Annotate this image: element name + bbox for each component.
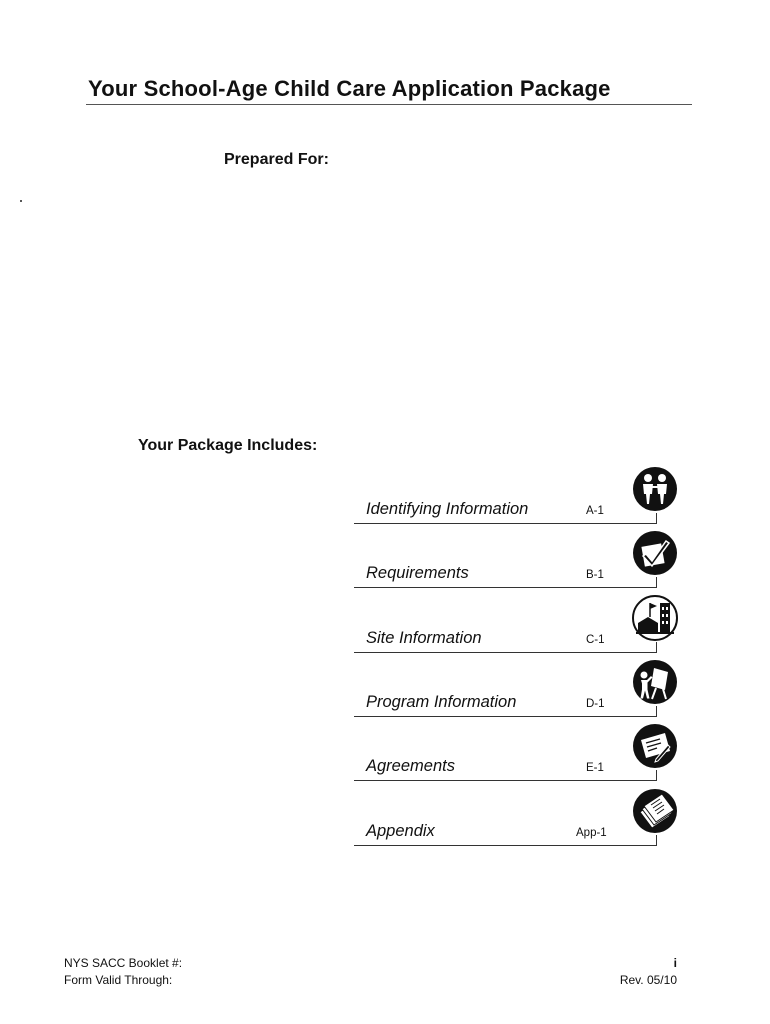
toc-tick	[656, 835, 657, 846]
toc-label: Agreements	[366, 757, 455, 775]
toc-item-requirements[interactable]	[354, 530, 684, 590]
toc-label: Program Information	[366, 693, 517, 711]
prepared-for-label: Prepared For:	[224, 151, 329, 168]
toc-rule	[354, 845, 656, 846]
toc-item-program-information[interactable]	[354, 659, 684, 719]
booklet-number-label: NYS SACC Booklet #:	[64, 956, 183, 970]
scan-speck	[20, 200, 22, 202]
toc-page-number: B-1	[586, 569, 604, 581]
form-valid-through-label: Form Valid Through:	[64, 973, 173, 987]
toc-rule	[354, 716, 656, 717]
stacked-papers-icon	[632, 788, 678, 834]
footer-right	[560, 955, 677, 989]
toc-label: Identifying Information	[366, 500, 529, 518]
teacher-easel-icon	[632, 659, 678, 705]
toc-item-site-information[interactable]	[354, 595, 684, 655]
checkmark-icon	[632, 530, 678, 576]
toc-page-number: E-1	[586, 762, 604, 774]
toc-page-number: A-1	[586, 505, 604, 517]
toc-label: Requirements	[366, 564, 469, 582]
revision-label: Rev. 05/10	[619, 973, 677, 987]
toc-rule	[354, 587, 656, 588]
page-number: i	[673, 956, 677, 970]
toc-item-appendix[interactable]	[354, 788, 684, 848]
toc-tick	[656, 577, 657, 588]
toc-page-number: D-1	[586, 698, 605, 710]
signed-document-icon	[632, 723, 678, 769]
toc-tick	[656, 513, 657, 524]
footer-left	[64, 955, 182, 989]
package-includes-heading: Your Package Includes:	[138, 437, 318, 454]
toc-item-agreements[interactable]	[354, 723, 684, 783]
toc-rule	[354, 780, 656, 781]
toc-item-identifying-information[interactable]	[354, 466, 684, 526]
title-underline	[86, 104, 692, 105]
toc-tick	[656, 706, 657, 717]
toc-rule	[354, 652, 656, 653]
toc-label: Site Information	[366, 629, 482, 647]
page-title: Your School-Age Child Care Application Package	[88, 76, 611, 101]
toc-rule	[354, 523, 656, 524]
toc-tick	[656, 642, 657, 653]
toc-page-number: C-1	[586, 634, 605, 646]
building-icon	[632, 595, 678, 641]
toc-tick	[656, 770, 657, 781]
toc-label: Appendix	[366, 822, 435, 840]
children-icon	[632, 466, 678, 512]
toc-page-number: App-1	[576, 827, 607, 839]
